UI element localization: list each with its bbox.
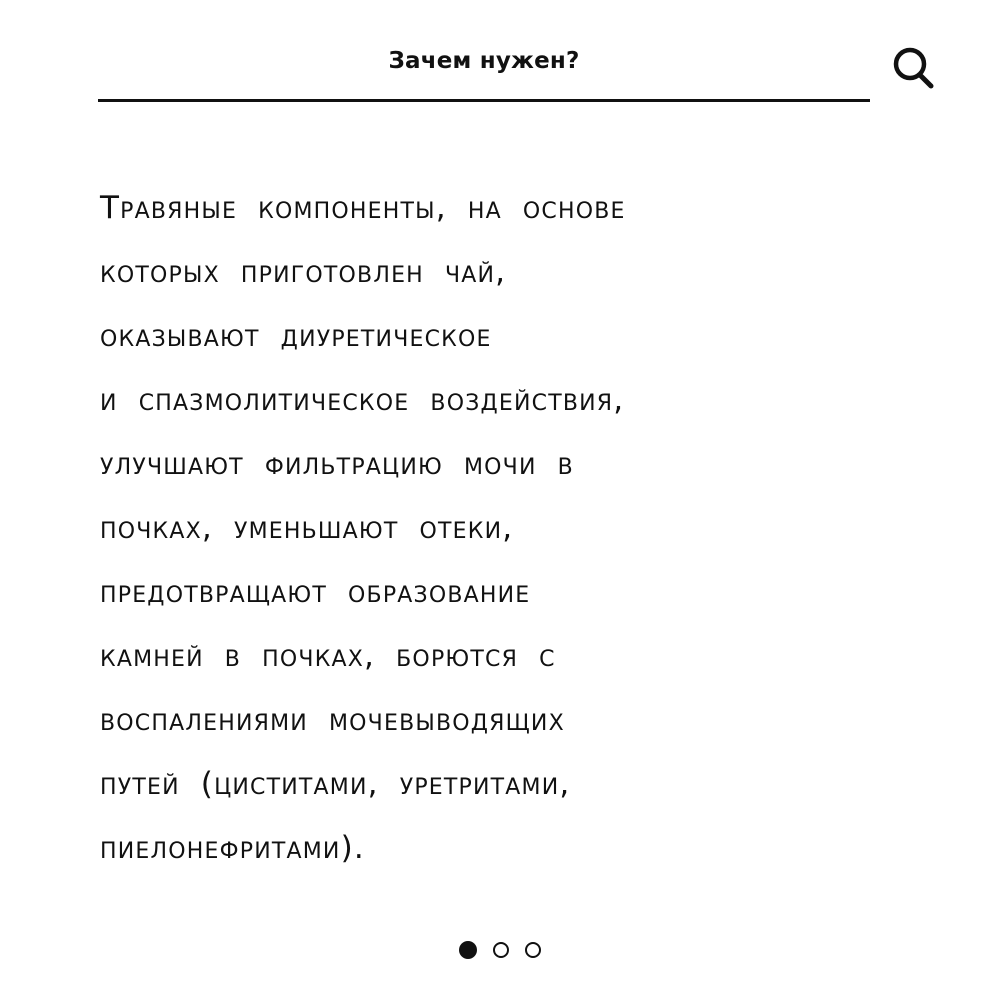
body-line: Травяные компоненты, на основе (100, 190, 626, 226)
body-line: предотвращают образование (100, 574, 531, 610)
body-paragraph (100, 176, 900, 880)
header-divider (98, 99, 870, 102)
body-line: воспалениями мочевыводящих (100, 702, 565, 738)
body-line: путей (циститами, уретритами, (100, 766, 571, 802)
body-line: улучшают фильтрацию мочи в (100, 446, 574, 482)
body-line: пиелонефритами). (100, 830, 365, 866)
body-line: почках, уменьшают отеки, (100, 510, 514, 546)
body-line: камней в почках, борются с (100, 638, 556, 674)
body-line: которых приготовлен чай, (100, 254, 507, 290)
body-line: и спазмолитическое воздействия, (100, 382, 625, 418)
pagination-dots (0, 938, 1000, 962)
search-icon (888, 40, 944, 96)
page-title: Зачем нужен? (388, 48, 580, 74)
page-dot-1[interactable] (459, 941, 477, 959)
page-dot-3[interactable] (525, 942, 541, 958)
search-button[interactable] (888, 40, 944, 96)
page-dot-2[interactable] (493, 942, 509, 958)
body-line: оказывают диуретическое (100, 318, 492, 354)
